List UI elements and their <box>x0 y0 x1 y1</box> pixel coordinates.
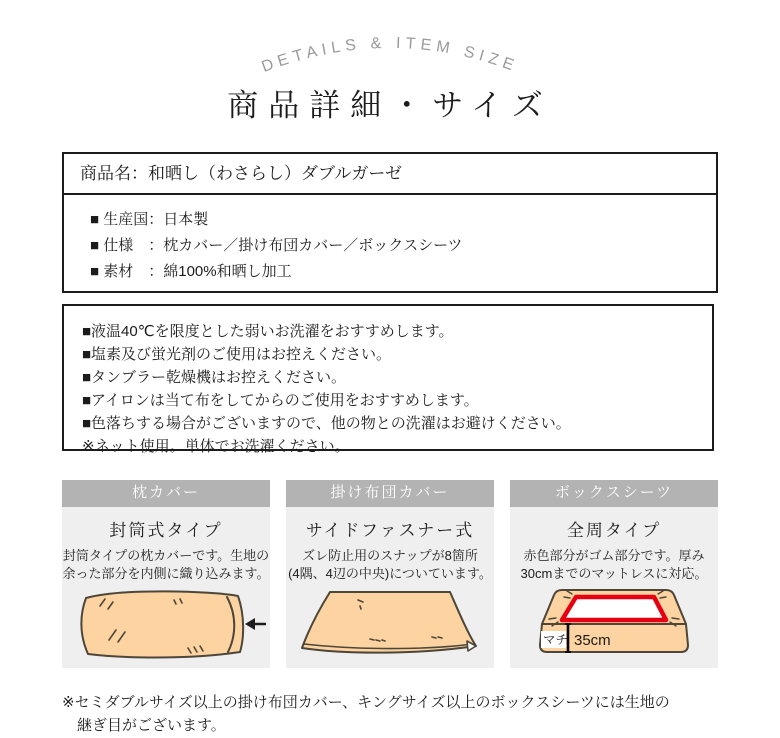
depth-size-label: 35cm <box>574 632 611 649</box>
detail-country: ■ 生産国：日本製 <box>90 211 209 228</box>
care-line: ■色落ちする場合がございますので、他の物との洗濯はお避けください。 <box>82 415 571 432</box>
column-box-sheet <box>510 480 718 668</box>
detail-material: ■ 素材 ：綿100%和晒し加工 <box>90 263 292 280</box>
care-line: ※ネット使用。単体でお洗濯ください。 <box>82 438 350 455</box>
insert-arrow-icon <box>245 618 266 630</box>
duvet-illustration <box>286 584 494 666</box>
eyebrow-text: DETAILS & ITEM SIZE <box>259 34 521 76</box>
care-line: ■塩素及び蛍光剤のご使用はお控えください。 <box>82 346 392 363</box>
box-sheet-illustration <box>510 584 718 666</box>
column-duvet-cover <box>286 480 494 668</box>
care-line: ■液温40℃を限度とした弱いお洗濯をおすすめします。 <box>82 323 454 340</box>
elastic-band <box>562 597 666 620</box>
pillow-illustration <box>62 584 270 666</box>
product-spec-box <box>62 152 718 293</box>
pillow-cover-subtitle: 封筒式タイプ <box>109 521 223 540</box>
product-details <box>64 195 716 285</box>
duvet-cover-subtitle: サイドファスナー式 <box>305 521 475 540</box>
pillow-cover-header: 枕カバー <box>62 480 270 507</box>
care-line: ■アイロンは当て布をしてからのご使用をおすすめします。 <box>82 392 479 409</box>
box-sheet-description: 赤色部分がゴム部分です。厚み 30cmまでのマットレスに対応。 <box>520 548 708 581</box>
svg-text:DETAILS & ITEM SIZE <box>259 35 520 76</box>
care-line: ■タンブラー乾燥機はお控えください。 <box>82 369 347 386</box>
column-pillow-cover <box>62 480 270 668</box>
page-title: 商品詳細・サイズ <box>227 88 553 123</box>
footer-note: ※セミダブルサイズ以上の掛け布団カバー、キングサイズ以上のボックスシーツには生地の 継ぎ目がございます。 <box>62 694 670 734</box>
box-sheet-header: ボックスシーツ <box>510 480 718 507</box>
duvet-cover-header: 掛け布団カバー <box>286 480 494 507</box>
pillow-cover-description: 封筒タイプの枕カバーです。生地の 余った部分を内側に織り込みます。 <box>62 548 270 581</box>
duvet-cover-description: ズレ防止用のスナップが8箇所 (4隅、4辺の中央)についています。 <box>288 548 492 581</box>
product-name: 商品名：和晒し（わさらし）ダブルガーゼ <box>64 154 716 195</box>
depth-label: マチ <box>543 633 569 647</box>
care-instructions-box <box>62 304 714 455</box>
detail-spec: ■ 仕様 ：枕カバー／掛け布団カバー／ボックスシーツ <box>90 237 463 254</box>
eyebrow-arc <box>0 14 780 90</box>
box-sheet-subtitle: 全周タイプ <box>566 521 662 540</box>
